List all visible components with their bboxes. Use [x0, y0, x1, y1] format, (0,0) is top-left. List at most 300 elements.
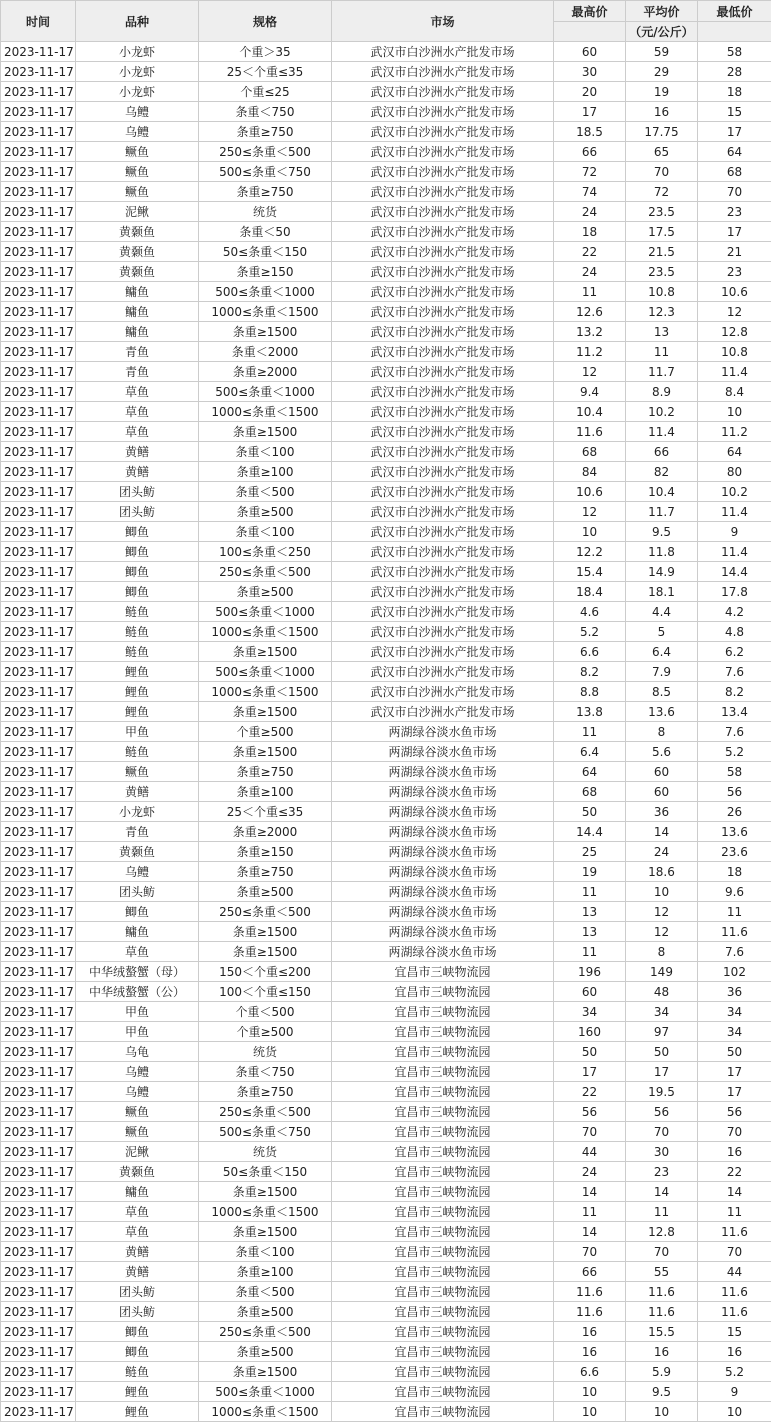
cell-low: 68: [698, 162, 771, 182]
cell-high: 8.8: [554, 682, 626, 702]
cell-high: 24: [554, 262, 626, 282]
cell-low: 34: [698, 1002, 771, 1022]
cell-low: 4.8: [698, 622, 771, 642]
cell-variety: 鲤鱼: [76, 702, 199, 722]
table-row: [1, 282, 771, 302]
table-row: [1, 882, 771, 902]
table-row: [1, 1282, 771, 1302]
cell-avg: 29: [626, 62, 698, 82]
cell-avg: 15.5: [626, 1322, 698, 1342]
cell-date: 2023-11-17: [1, 1102, 76, 1122]
cell-low: 23: [698, 262, 771, 282]
cell-avg: 8: [626, 942, 698, 962]
cell-low: 11.6: [698, 1222, 771, 1242]
cell-low: 16: [698, 1142, 771, 1162]
cell-market: 武汉市白沙洲水产批发市场: [332, 342, 554, 362]
cell-high: 24: [554, 202, 626, 222]
cell-avg: 11: [626, 1202, 698, 1222]
cell-low: 8.4: [698, 382, 771, 402]
cell-low: 102: [698, 962, 771, 982]
cell-high: 11.6: [554, 1282, 626, 1302]
cell-high: 66: [554, 1262, 626, 1282]
cell-high: 18.5: [554, 122, 626, 142]
cell-variety: 草鱼: [76, 422, 199, 442]
header-high-blank: [554, 22, 626, 42]
table-row: [1, 1182, 771, 1202]
cell-market: 武汉市白沙洲水产批发市场: [332, 302, 554, 322]
cell-low: 17: [698, 122, 771, 142]
cell-market: 武汉市白沙洲水产批发市场: [332, 282, 554, 302]
cell-date: 2023-11-17: [1, 542, 76, 562]
cell-low: 11.4: [698, 362, 771, 382]
cell-variety: 鳜鱼: [76, 142, 199, 162]
cell-spec: 100≤条重＜250: [199, 542, 332, 562]
cell-spec: 条重≥750: [199, 1082, 332, 1102]
cell-market: 两湖绿谷淡水鱼市场: [332, 942, 554, 962]
header-low: 最低价: [698, 1, 771, 22]
cell-spec: 1000≤条重＜1500: [199, 402, 332, 422]
cell-spec: 条重≥1500: [199, 742, 332, 762]
cell-avg: 23: [626, 1162, 698, 1182]
cell-avg: 10.4: [626, 482, 698, 502]
cell-avg: 19: [626, 82, 698, 102]
cell-spec: 500≤条重＜1000: [199, 382, 332, 402]
cell-date: 2023-11-17: [1, 1162, 76, 1182]
table-row: [1, 462, 771, 482]
cell-low: 44: [698, 1262, 771, 1282]
cell-date: 2023-11-17: [1, 82, 76, 102]
cell-variety: 草鱼: [76, 402, 199, 422]
cell-high: 17: [554, 1062, 626, 1082]
cell-market: 两湖绿谷淡水鱼市场: [332, 722, 554, 742]
cell-high: 12: [554, 362, 626, 382]
cell-high: 20: [554, 82, 626, 102]
table-row: [1, 862, 771, 882]
cell-low: 8.2: [698, 682, 771, 702]
cell-date: 2023-11-17: [1, 162, 76, 182]
cell-avg: 11.7: [626, 362, 698, 382]
cell-variety: 甲鱼: [76, 1002, 199, 1022]
cell-market: 武汉市白沙洲水产批发市场: [332, 202, 554, 222]
cell-market: 武汉市白沙洲水产批发市场: [332, 382, 554, 402]
cell-spec: 条重＜2000: [199, 342, 332, 362]
cell-spec: 50≤条重＜150: [199, 1162, 332, 1182]
cell-market: 武汉市白沙洲水产批发市场: [332, 62, 554, 82]
cell-spec: 250≤条重＜500: [199, 142, 332, 162]
cell-date: 2023-11-17: [1, 262, 76, 282]
cell-low: 11.4: [698, 502, 771, 522]
cell-spec: 条重≥1500: [199, 322, 332, 342]
cell-avg: 17: [626, 1062, 698, 1082]
cell-market: 宜昌市三峡物流园: [332, 1222, 554, 1242]
cell-market: 两湖绿谷淡水鱼市场: [332, 882, 554, 902]
table-row: [1, 122, 771, 142]
cell-date: 2023-11-17: [1, 442, 76, 462]
cell-high: 16: [554, 1322, 626, 1342]
cell-low: 64: [698, 142, 771, 162]
cell-spec: 1000≤条重＜1500: [199, 682, 332, 702]
cell-low: 7.6: [698, 722, 771, 742]
table-row: [1, 702, 771, 722]
cell-spec: 条重＜100: [199, 442, 332, 462]
cell-date: 2023-11-17: [1, 1402, 76, 1422]
cell-spec: 个重≥500: [199, 722, 332, 742]
table-row: [1, 1322, 771, 1342]
cell-date: 2023-11-17: [1, 602, 76, 622]
cell-date: 2023-11-17: [1, 962, 76, 982]
table-row: [1, 1142, 771, 1162]
cell-market: 武汉市白沙洲水产批发市场: [332, 102, 554, 122]
cell-variety: 鲤鱼: [76, 682, 199, 702]
cell-high: 34: [554, 1002, 626, 1022]
cell-variety: 黄鳝: [76, 782, 199, 802]
cell-low: 16: [698, 1342, 771, 1362]
cell-date: 2023-11-17: [1, 902, 76, 922]
cell-market: 宜昌市三峡物流园: [332, 1082, 554, 1102]
table-row: [1, 762, 771, 782]
cell-market: 两湖绿谷淡水鱼市场: [332, 902, 554, 922]
cell-spec: 条重≥1500: [199, 702, 332, 722]
cell-high: 15.4: [554, 562, 626, 582]
cell-low: 9: [698, 1382, 771, 1402]
cell-market: 宜昌市三峡物流园: [332, 1342, 554, 1362]
cell-date: 2023-11-17: [1, 842, 76, 862]
table-row: [1, 822, 771, 842]
table-row: [1, 582, 771, 602]
cell-market: 宜昌市三峡物流园: [332, 1402, 554, 1422]
cell-spec: 条重≥1500: [199, 942, 332, 962]
table-row: [1, 242, 771, 262]
cell-avg: 66: [626, 442, 698, 462]
cell-market: 宜昌市三峡物流园: [332, 1142, 554, 1162]
cell-variety: 乌鳢: [76, 122, 199, 142]
cell-low: 11.6: [698, 1282, 771, 1302]
cell-high: 84: [554, 462, 626, 482]
cell-variety: 乌鳢: [76, 1062, 199, 1082]
table-row: [1, 922, 771, 942]
cell-avg: 65: [626, 142, 698, 162]
table-row: [1, 322, 771, 342]
cell-variety: 乌鳢: [76, 1082, 199, 1102]
cell-date: 2023-11-17: [1, 822, 76, 842]
cell-variety: 鳜鱼: [76, 762, 199, 782]
cell-spec: 条重≥1500: [199, 1182, 332, 1202]
cell-low: 15: [698, 102, 771, 122]
cell-avg: 72: [626, 182, 698, 202]
cell-date: 2023-11-17: [1, 682, 76, 702]
cell-date: 2023-11-17: [1, 402, 76, 422]
table-row: [1, 1222, 771, 1242]
cell-spec: 条重≥1500: [199, 642, 332, 662]
cell-variety: 草鱼: [76, 1202, 199, 1222]
table-row: [1, 622, 771, 642]
cell-high: 10.4: [554, 402, 626, 422]
cell-date: 2023-11-17: [1, 302, 76, 322]
cell-avg: 18.6: [626, 862, 698, 882]
cell-high: 60: [554, 982, 626, 1002]
cell-market: 武汉市白沙洲水产批发市场: [332, 122, 554, 142]
cell-low: 80: [698, 462, 771, 482]
cell-variety: 黄鳝: [76, 442, 199, 462]
cell-date: 2023-11-17: [1, 62, 76, 82]
cell-avg: 56: [626, 1102, 698, 1122]
cell-market: 武汉市白沙洲水产批发市场: [332, 402, 554, 422]
cell-spec: 条重＜500: [199, 1282, 332, 1302]
cell-avg: 17.5: [626, 222, 698, 242]
cell-avg: 11.6: [626, 1302, 698, 1322]
cell-market: 武汉市白沙洲水产批发市场: [332, 162, 554, 182]
table-row: [1, 1202, 771, 1222]
cell-variety: 鳜鱼: [76, 182, 199, 202]
table-row: [1, 602, 771, 622]
cell-variety: 鳙鱼: [76, 282, 199, 302]
cell-variety: 鲫鱼: [76, 1342, 199, 1362]
table-row: [1, 1082, 771, 1102]
cell-date: 2023-11-17: [1, 1222, 76, 1242]
table-row: [1, 1042, 771, 1062]
table-row: [1, 62, 771, 82]
table-row: [1, 182, 771, 202]
cell-spec: 250≤条重＜500: [199, 902, 332, 922]
cell-date: 2023-11-17: [1, 502, 76, 522]
cell-high: 50: [554, 802, 626, 822]
cell-date: 2023-11-17: [1, 1022, 76, 1042]
cell-market: 宜昌市三峡物流园: [332, 1282, 554, 1302]
table-row: [1, 842, 771, 862]
cell-date: 2023-11-17: [1, 862, 76, 882]
cell-spec: 条重≥750: [199, 862, 332, 882]
cell-date: 2023-11-17: [1, 122, 76, 142]
cell-market: 宜昌市三峡物流园: [332, 1182, 554, 1202]
cell-low: 7.6: [698, 662, 771, 682]
cell-low: 10: [698, 1402, 771, 1422]
cell-date: 2023-11-17: [1, 722, 76, 742]
cell-high: 12.2: [554, 542, 626, 562]
cell-market: 武汉市白沙洲水产批发市场: [332, 262, 554, 282]
cell-variety: 小龙虾: [76, 42, 199, 62]
cell-avg: 50: [626, 1042, 698, 1062]
cell-low: 10.2: [698, 482, 771, 502]
cell-high: 16: [554, 1342, 626, 1362]
table-row: [1, 1242, 771, 1262]
cell-avg: 14.9: [626, 562, 698, 582]
cell-spec: 条重＜500: [199, 482, 332, 502]
cell-high: 74: [554, 182, 626, 202]
cell-date: 2023-11-17: [1, 582, 76, 602]
cell-variety: 鲫鱼: [76, 522, 199, 542]
cell-variety: 泥鳅: [76, 1142, 199, 1162]
cell-date: 2023-11-17: [1, 342, 76, 362]
cell-market: 武汉市白沙洲水产批发市场: [332, 462, 554, 482]
cell-spec: 500≤条重＜1000: [199, 602, 332, 622]
cell-date: 2023-11-17: [1, 942, 76, 962]
cell-market: 武汉市白沙洲水产批发市场: [332, 222, 554, 242]
cell-low: 17: [698, 222, 771, 242]
cell-date: 2023-11-17: [1, 282, 76, 302]
cell-low: 9.6: [698, 882, 771, 902]
cell-avg: 5.6: [626, 742, 698, 762]
table-row: [1, 642, 771, 662]
cell-market: 宜昌市三峡物流园: [332, 1022, 554, 1042]
cell-spec: 500≤条重＜1000: [199, 282, 332, 302]
cell-variety: 鲫鱼: [76, 582, 199, 602]
table-row: [1, 302, 771, 322]
cell-variety: 黄颡鱼: [76, 262, 199, 282]
cell-spec: 1000≤条重＜1500: [199, 622, 332, 642]
cell-market: 武汉市白沙洲水产批发市场: [332, 182, 554, 202]
cell-high: 12: [554, 502, 626, 522]
cell-high: 11.6: [554, 422, 626, 442]
table-row: [1, 1162, 771, 1182]
cell-high: 4.6: [554, 602, 626, 622]
cell-avg: 17.75: [626, 122, 698, 142]
cell-low: 11: [698, 902, 771, 922]
cell-market: 宜昌市三峡物流园: [332, 982, 554, 1002]
cell-date: 2023-11-17: [1, 802, 76, 822]
cell-market: 宜昌市三峡物流园: [332, 1162, 554, 1182]
cell-high: 60: [554, 42, 626, 62]
cell-spec: 条重≥1500: [199, 1222, 332, 1242]
cell-low: 11.6: [698, 1302, 771, 1322]
cell-high: 10.6: [554, 482, 626, 502]
cell-high: 25: [554, 842, 626, 862]
cell-high: 14: [554, 1222, 626, 1242]
cell-avg: 55: [626, 1262, 698, 1282]
cell-variety: 草鱼: [76, 942, 199, 962]
cell-variety: 鳜鱼: [76, 1122, 199, 1142]
cell-market: 宜昌市三峡物流园: [332, 1102, 554, 1122]
cell-avg: 48: [626, 982, 698, 1002]
table-row: [1, 1062, 771, 1082]
cell-high: 70: [554, 1242, 626, 1262]
table-row: [1, 382, 771, 402]
cell-low: 21: [698, 242, 771, 262]
cell-low: 13.4: [698, 702, 771, 722]
cell-spec: 250≤条重＜500: [199, 1102, 332, 1122]
cell-market: 武汉市白沙洲水产批发市场: [332, 702, 554, 722]
cell-spec: 条重≥500: [199, 502, 332, 522]
cell-variety: 黄鳝: [76, 462, 199, 482]
cell-date: 2023-11-17: [1, 1342, 76, 1362]
cell-high: 13.2: [554, 322, 626, 342]
cell-high: 6.4: [554, 742, 626, 762]
table-row: [1, 442, 771, 462]
cell-spec: 条重≥100: [199, 782, 332, 802]
cell-date: 2023-11-17: [1, 1122, 76, 1142]
cell-market: 两湖绿谷淡水鱼市场: [332, 762, 554, 782]
table-row: [1, 542, 771, 562]
cell-low: 5.2: [698, 742, 771, 762]
cell-variety: 乌鳢: [76, 102, 199, 122]
cell-date: 2023-11-17: [1, 1082, 76, 1102]
cell-variety: 小龙虾: [76, 82, 199, 102]
cell-spec: 500≤条重＜1000: [199, 1382, 332, 1402]
cell-date: 2023-11-17: [1, 522, 76, 542]
cell-spec: 条重≥500: [199, 582, 332, 602]
cell-market: 宜昌市三峡物流园: [332, 1302, 554, 1322]
table-row: [1, 142, 771, 162]
cell-low: 5.2: [698, 1362, 771, 1382]
cell-low: 6.2: [698, 642, 771, 662]
table-row: [1, 1302, 771, 1322]
cell-high: 196: [554, 962, 626, 982]
cell-high: 6.6: [554, 1362, 626, 1382]
cell-avg: 6.4: [626, 642, 698, 662]
cell-variety: 青鱼: [76, 342, 199, 362]
cell-spec: 条重≥150: [199, 262, 332, 282]
cell-avg: 4.4: [626, 602, 698, 622]
cell-low: 23.6: [698, 842, 771, 862]
cell-spec: 条重≥750: [199, 122, 332, 142]
cell-high: 30: [554, 62, 626, 82]
cell-date: 2023-11-17: [1, 1322, 76, 1342]
cell-low: 18: [698, 82, 771, 102]
cell-avg: 7.9: [626, 662, 698, 682]
cell-variety: 鲢鱼: [76, 622, 199, 642]
cell-date: 2023-11-17: [1, 642, 76, 662]
cell-avg: 70: [626, 1122, 698, 1142]
cell-spec: 条重＜100: [199, 522, 332, 542]
cell-spec: 500≤条重＜1000: [199, 662, 332, 682]
cell-low: 28: [698, 62, 771, 82]
cell-variety: 黄颡鱼: [76, 242, 199, 262]
cell-market: 两湖绿谷淡水鱼市场: [332, 802, 554, 822]
cell-spec: 条重≥1500: [199, 1362, 332, 1382]
cell-high: 9.4: [554, 382, 626, 402]
cell-low: 58: [698, 762, 771, 782]
cell-avg: 60: [626, 782, 698, 802]
table-row: [1, 202, 771, 222]
cell-avg: 14: [626, 822, 698, 842]
cell-avg: 10.2: [626, 402, 698, 422]
cell-variety: 鲢鱼: [76, 742, 199, 762]
cell-spec: 条重≥500: [199, 882, 332, 902]
cell-spec: 1000≤条重＜1500: [199, 302, 332, 322]
cell-date: 2023-11-17: [1, 882, 76, 902]
cell-avg: 5: [626, 622, 698, 642]
table-row: [1, 262, 771, 282]
cell-market: 武汉市白沙洲水产批发市场: [332, 682, 554, 702]
cell-market: 武汉市白沙洲水产批发市场: [332, 142, 554, 162]
cell-spec: 250≤条重＜500: [199, 562, 332, 582]
cell-low: 26: [698, 802, 771, 822]
table-row: [1, 522, 771, 542]
cell-avg: 23.5: [626, 262, 698, 282]
cell-variety: 鳙鱼: [76, 322, 199, 342]
cell-date: 2023-11-17: [1, 1262, 76, 1282]
cell-market: 武汉市白沙洲水产批发市场: [332, 562, 554, 582]
cell-avg: 12.3: [626, 302, 698, 322]
cell-date: 2023-11-17: [1, 762, 76, 782]
cell-spec: 个重≤25: [199, 82, 332, 102]
cell-spec: 个重＜500: [199, 1002, 332, 1022]
cell-spec: 条重≥500: [199, 1302, 332, 1322]
table-row: [1, 402, 771, 422]
cell-low: 17: [698, 1062, 771, 1082]
cell-low: 22: [698, 1162, 771, 1182]
cell-date: 2023-11-17: [1, 462, 76, 482]
cell-avg: 5.9: [626, 1362, 698, 1382]
cell-market: 宜昌市三峡物流园: [332, 1002, 554, 1022]
cell-market: 两湖绿谷淡水鱼市场: [332, 862, 554, 882]
cell-market: 武汉市白沙洲水产批发市场: [332, 622, 554, 642]
table-row: [1, 102, 771, 122]
cell-high: 18: [554, 222, 626, 242]
cell-avg: 30: [626, 1142, 698, 1162]
cell-high: 160: [554, 1022, 626, 1042]
cell-avg: 82: [626, 462, 698, 482]
cell-low: 7.6: [698, 942, 771, 962]
